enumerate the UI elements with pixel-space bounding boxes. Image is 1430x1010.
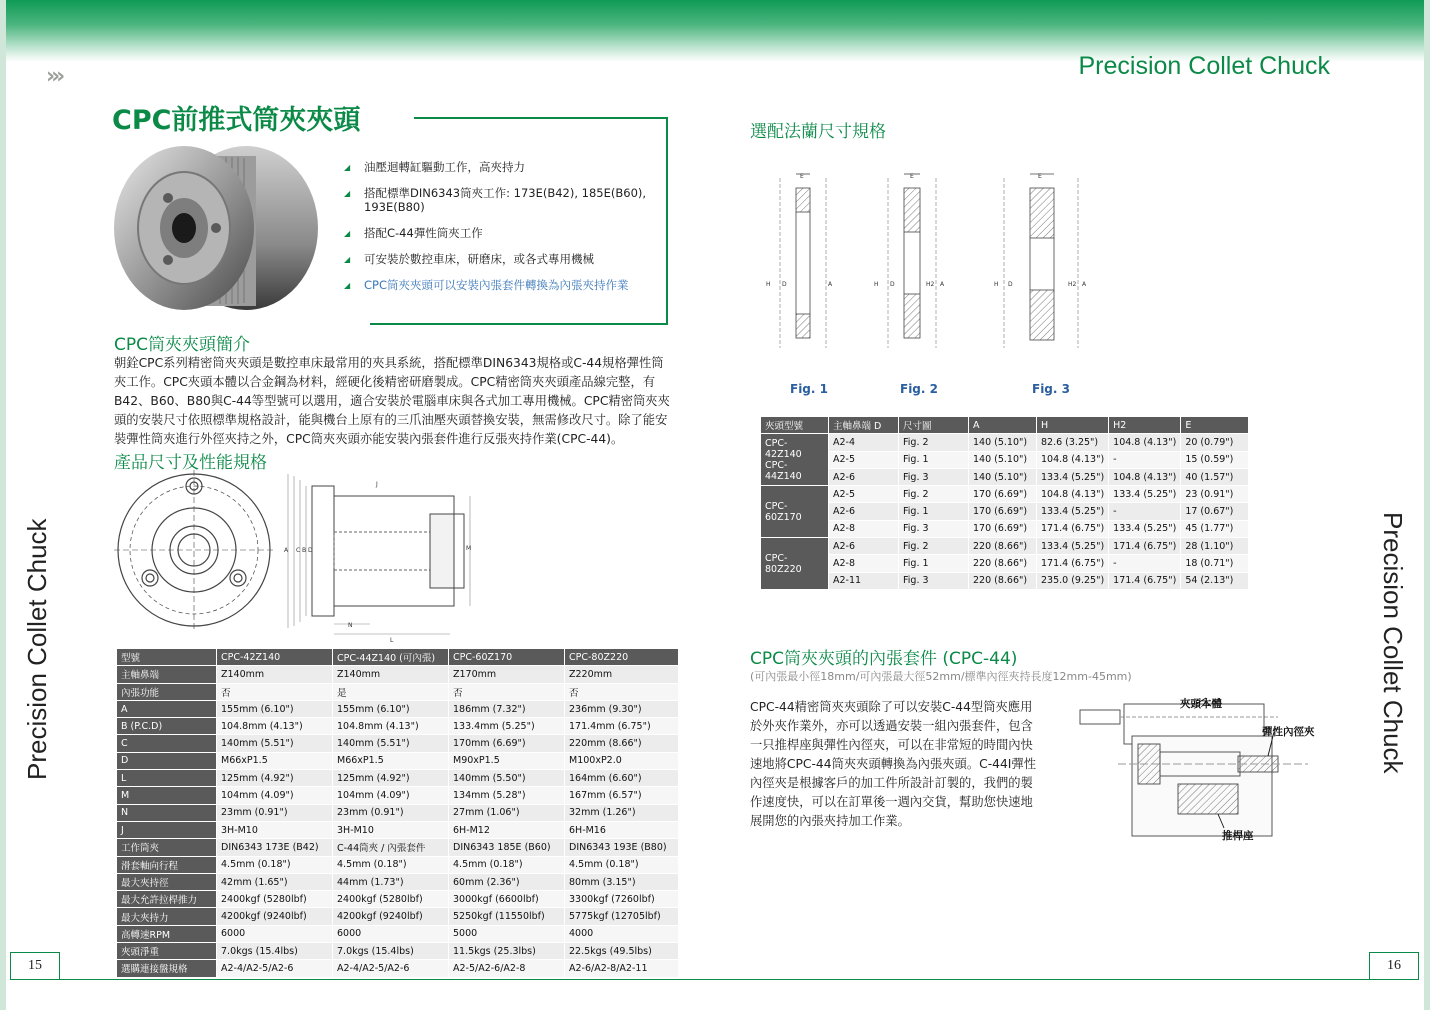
table-cell: 18 (0.71") [1181, 555, 1249, 572]
fig2-label-h2: H2 [926, 281, 935, 288]
table-cell: 140mm (5.51") [333, 735, 449, 752]
title-rule [414, 117, 668, 119]
table-cell: - [1109, 503, 1181, 520]
fig1-label-a: A [828, 281, 833, 288]
table-cell: 40 (1.57") [1181, 468, 1249, 485]
table-cell: 高轉速RPM [117, 925, 217, 942]
flange-table [760, 416, 1249, 590]
table-cell: Z140mm [333, 666, 449, 683]
title-rule-bottom [370, 323, 668, 325]
table-row [117, 925, 679, 942]
flange-figures [752, 168, 1102, 378]
table-cell: - [1109, 555, 1181, 572]
table-row [117, 787, 679, 804]
table-cell: 28 (1.10") [1181, 538, 1249, 555]
table-cell: 133.4 (5.25") [1109, 486, 1181, 503]
model-cell: CPC-42Z140 CPC-44Z140 [761, 434, 829, 486]
table-cell: 15 (0.59") [1181, 451, 1249, 468]
table-cell: N [117, 804, 217, 821]
table-row [761, 451, 1249, 468]
table-row [117, 683, 679, 700]
table-cell: J [117, 821, 217, 838]
table-cell: 134mm (5.28") [449, 787, 565, 804]
table-cell: A2-4/A2-5/A2-6 [217, 960, 333, 977]
table-cell: 4200kgf (9240lbf) [217, 908, 333, 925]
table-cell: 133.4 (5.25") [1037, 503, 1109, 520]
table-cell: 否 [565, 683, 679, 700]
table-cell: 23mm (0.91") [217, 804, 333, 821]
table-cell: 220 (8.66") [969, 572, 1037, 589]
table-cell: 140mm (5.50") [449, 770, 565, 787]
dim-label-m: M [466, 545, 472, 552]
table-cell: 155mm (6.10") [333, 700, 449, 717]
table-cell: L [117, 770, 217, 787]
side-title-right: Precision Collet Chuck [1378, 512, 1408, 774]
table-cell: 60mm (2.36") [449, 873, 565, 890]
table-cell: 44mm (1.73") [333, 873, 449, 890]
table-row [761, 434, 1249, 451]
table-cell: 140 (5.10") [969, 434, 1037, 451]
table-header-cell: 夾頭型號 [761, 417, 829, 434]
side-title-left: Precision Collet Chuck [22, 518, 52, 780]
table-row [761, 503, 1249, 520]
table-cell: 235.0 (9.25") [1037, 572, 1109, 589]
table-header-cell: CPC-42Z140 [217, 649, 333, 666]
table-cell: A2-8 [829, 520, 899, 537]
fig-3-label: Fig. 3 [1032, 382, 1070, 396]
table-cell: 否 [449, 683, 565, 700]
fig1-label-d: D [782, 281, 787, 288]
table-cell: 23mm (0.91") [333, 804, 449, 821]
dim-label-n: N [348, 622, 353, 629]
fig1-label-e: E [800, 173, 804, 180]
table-cell: 170 (6.69") [969, 486, 1037, 503]
table-cell: Fig. 2 [899, 434, 969, 451]
fig3-label-d: D [1008, 281, 1013, 288]
table-row [117, 735, 679, 752]
table-cell: 6000 [217, 925, 333, 942]
table-header-cell: 型號 [117, 649, 217, 666]
table-cell: 133.4 (5.25") [1037, 538, 1109, 555]
table-cell: 220mm (8.66") [565, 735, 679, 752]
table-cell: 20 (0.79") [1181, 434, 1249, 451]
callout-inner-collet: 彈性內徑夾 [1262, 726, 1315, 738]
table-cell: 27mm (1.06") [449, 804, 565, 821]
table-row [117, 752, 679, 769]
table-cell: 內張功能 [117, 683, 217, 700]
table-cell: 104mm (4.09") [217, 787, 333, 804]
table-cell: 3H-M10 [333, 821, 449, 838]
fig3-label-e: E [1038, 173, 1042, 180]
table-cell: 7.0kgs (15.4lbs) [333, 943, 449, 960]
table-row [117, 908, 679, 925]
table-cell: 140 (5.10") [969, 451, 1037, 468]
table-cell: 155mm (6.10") [217, 700, 333, 717]
fig-2-label: Fig. 2 [900, 382, 938, 396]
table-cell: Fig. 3 [899, 520, 969, 537]
table-cell: D [117, 752, 217, 769]
table-cell: 是 [333, 683, 449, 700]
table-cell: 選購連接盤規格 [117, 960, 217, 977]
spec-table [116, 648, 679, 978]
table-header-cell: H [1037, 417, 1109, 434]
callout-pusher-seat: 推桿座 [1222, 830, 1254, 842]
table-header-cell: 尺寸圖 [899, 417, 969, 434]
table-row [117, 718, 679, 735]
table-cell: A2-5 [829, 486, 899, 503]
table-cell: 171.4 (6.75") [1037, 520, 1109, 537]
table-row [761, 555, 1249, 572]
feature-item: ◢ 搭配C-44彈性筒夾工作 [344, 226, 654, 240]
table-cell: 4.5mm (0.18") [565, 856, 679, 873]
table-cell: C [117, 735, 217, 752]
table-cell: 167mm (6.57") [565, 787, 679, 804]
table-row [761, 520, 1249, 537]
table-header-row [117, 649, 679, 666]
table-cell: 4.5mm (0.18") [449, 856, 565, 873]
table-cell: 54 (2.13") [1181, 572, 1249, 589]
table-cell: Fig. 3 [899, 468, 969, 485]
table-cell: Fig. 1 [899, 451, 969, 468]
table-row [117, 960, 679, 977]
table-cell: C-44筒夾 / 內張套件 [333, 839, 449, 856]
flange-title: 選配法蘭尺寸規格 [750, 122, 886, 142]
table-header-cell: 主軸鼻端 D [829, 417, 899, 434]
fig2-label-d: D [890, 281, 895, 288]
table-cell: 133.4mm (5.25") [449, 718, 565, 735]
table-row [117, 666, 679, 683]
table-cell: 164mm (6.60") [565, 770, 679, 787]
table-cell: A2-6 [829, 503, 899, 520]
table-cell: 171.4 (6.75") [1109, 572, 1181, 589]
table-cell: 主軸鼻端 [117, 666, 217, 683]
table-cell: DIN6343 185E (B60) [449, 839, 565, 856]
table-cell: 22.5kgs (49.5lbs) [565, 943, 679, 960]
table-cell: M90xP1.5 [449, 752, 565, 769]
table-row [117, 770, 679, 787]
table-row [117, 943, 679, 960]
bottom-rule [60, 979, 1370, 980]
table-cell: 82.6 (3.25") [1037, 434, 1109, 451]
table-cell: 5000 [449, 925, 565, 942]
table-cell: - [1109, 451, 1181, 468]
feature-item: ◢ 可安裝於數控車床，研磨床，或各式專用機械 [344, 252, 654, 266]
table-cell: A2-5 [829, 451, 899, 468]
fig2-label-h: H [874, 281, 879, 288]
model-cell: CPC-80Z220 [761, 538, 829, 590]
callout-body: 夾頭本體 [1180, 698, 1222, 710]
table-row [761, 468, 1249, 485]
table-cell: 171.4 (6.75") [1037, 555, 1109, 572]
table-cell: 32mm (1.26") [565, 804, 679, 821]
feature-item: ◢ 油壓迴轉缸驅動工作，高夾持力 [344, 160, 654, 174]
fig3-label-a: A [1082, 281, 1087, 288]
table-cell: B (P.C.D) [117, 718, 217, 735]
intro-title: CPC筒夾夾頭簡介 [114, 335, 250, 355]
table-cell: 42mm (1.65") [217, 873, 333, 890]
table-cell: A2-5/A2-6/A2-8 [449, 960, 565, 977]
table-row [117, 873, 679, 890]
table-cell: 4.5mm (0.18") [217, 856, 333, 873]
table-header-row [761, 417, 1249, 434]
table-header-cell: E [1181, 417, 1249, 434]
table-cell: 125mm (4.92") [217, 770, 333, 787]
table-cell: 236mm (9.30") [565, 700, 679, 717]
table-cell: 3H-M10 [217, 821, 333, 838]
table-cell: Fig. 2 [899, 538, 969, 555]
table-cell: M66xP1.5 [333, 752, 449, 769]
table-cell: M [117, 787, 217, 804]
table-cell: Fig. 2 [899, 486, 969, 503]
table-row [117, 804, 679, 821]
title-rule-vertical [666, 117, 668, 325]
dim-label-b: B [302, 547, 307, 554]
table-cell: 104.8mm (4.13") [333, 718, 449, 735]
table-cell: 104.8 (4.13") [1109, 434, 1181, 451]
table-cell: 滑套軸向行程 [117, 856, 217, 873]
cpc44-title: CPC筒夾夾頭的內張套件 (CPC-44) [750, 649, 1018, 669]
table-cell: M100xP2.0 [565, 752, 679, 769]
table-cell: 最大夾持徑 [117, 873, 217, 890]
table-cell: 6H-M16 [565, 821, 679, 838]
table-cell: A2-8 [829, 555, 899, 572]
intro-text: 朝銓CPC系列精密筒夾夾頭是數控車床最常用的夾具系統，搭配標準DIN6343規格或C-44規格彈性筒夾工作。CPC夾頭本體以合金鋼為材料，經硬化後精密研磨製成。CPC精密筒夾夾頭產品線完整，有B42、B60、B80與C-44等型號可以選用，適合安裝於電腦車床與各式加工專用機械。CPC精密筒夾夾頭的安裝尺寸依照標準規格設計，能與機台上原有的三爪油壓夾頭替換安裝，無需修改尺寸。除了能安裝彈性筒夾進行外徑夾持之外，CPC筒夾夾頭亦能安裝內張套件進行反張夾持作業(CPC-44)。 [114, 356, 670, 446]
table-cell: 104.8 (4.13") [1037, 451, 1109, 468]
table-cell: 80mm (3.15") [565, 873, 679, 890]
table-cell: 171.4 (6.75") [1109, 538, 1181, 555]
table-cell: 104.8mm (4.13") [217, 718, 333, 735]
table-header-cell: A [969, 417, 1037, 434]
fig3-label-h: H [994, 281, 999, 288]
table-cell: 140mm (5.51") [217, 735, 333, 752]
feature-list [344, 160, 654, 304]
table-header-cell: H2 [1109, 417, 1181, 434]
table-header-cell: CPC-44Z140 (可內張) [333, 649, 449, 666]
feature-item: ◢ 搭配標準DIN6343筒夾工作: 173E(B42), 185E(B60), 193E(B80) [344, 186, 654, 214]
table-cell: 23 (0.91") [1181, 486, 1249, 503]
table-cell: 170 (6.69") [969, 520, 1037, 537]
table-row [117, 891, 679, 908]
table-cell: Z220mm [565, 666, 679, 683]
cpc44-subtitle: (可內張最小徑18mm/可內張最大徑52mm/標準內徑夾持長度12mm-45mm) [750, 670, 1132, 683]
table-cell: 4000 [565, 925, 679, 942]
table-cell: 4.5mm (0.18") [333, 856, 449, 873]
header-title: Precision Collet Chuck [1078, 52, 1330, 80]
table-row [117, 856, 679, 873]
front-view-drawing [114, 470, 274, 630]
page-number-right: 16 [1369, 952, 1419, 980]
table-cell: 3000kgf (6600lbf) [449, 891, 565, 908]
table-cell: A2-6/A2-8/A2-11 [565, 960, 679, 977]
table-cell: DIN6343 193E (B80) [565, 839, 679, 856]
spec-title: 產品尺寸及性能規格 [114, 453, 267, 473]
dim-label-c: C [296, 547, 301, 554]
table-cell: 104.8 (4.13") [1109, 468, 1181, 485]
table-row [117, 821, 679, 838]
table-cell: 5775kgf (12705lbf) [565, 908, 679, 925]
table-cell: 220 (8.66") [969, 555, 1037, 572]
fig3-label-h2: H2 [1068, 281, 1077, 288]
table-cell: A2-4/A2-5/A2-6 [333, 960, 449, 977]
table-cell: 最大夾持力 [117, 908, 217, 925]
feature-item-highlight: ◢ CPC筒夾夾頭可以安裝內張套件轉換為內張夾持作業 [344, 278, 654, 292]
fig2-label-e: E [910, 173, 914, 180]
table-cell: 11.5kgs (25.3lbs) [449, 943, 565, 960]
table-cell: Fig. 1 [899, 503, 969, 520]
table-cell: 104.8 (4.13") [1037, 486, 1109, 503]
table-header-cell: CPC-60Z170 [449, 649, 565, 666]
cpc44-drawing [1078, 696, 1318, 846]
table-cell: 7.0kgs (15.4lbs) [217, 943, 333, 960]
table-cell: 17 (0.67") [1181, 503, 1249, 520]
table-cell: M66xP1.5 [217, 752, 333, 769]
table-header-cell: CPC-80Z220 [565, 649, 679, 666]
table-cell: 3300kgf (7260lbf) [565, 891, 679, 908]
dim-label-d: D [308, 547, 313, 554]
dim-label-l: L [390, 637, 394, 644]
chevron-icon: ››› [46, 64, 62, 89]
table-cell: 125mm (4.92") [333, 770, 449, 787]
table-cell: 45 (1.77") [1181, 520, 1249, 537]
table-cell: 171.4mm (6.75") [565, 718, 679, 735]
fig-1-label: Fig. 1 [790, 382, 828, 396]
table-cell: 工作筒夾 [117, 839, 217, 856]
table-cell: DIN6343 173E (B42) [217, 839, 333, 856]
table-cell: 2400kgf (5280lbf) [217, 891, 333, 908]
table-cell: Z140mm [217, 666, 333, 683]
table-cell: Fig. 1 [899, 555, 969, 572]
table-cell: A2-4 [829, 434, 899, 451]
table-cell: A2-6 [829, 538, 899, 555]
table-cell: 186mm (7.32") [449, 700, 565, 717]
table-cell: 4200kgf (9240lbf) [333, 908, 449, 925]
fig2-label-a: A [940, 281, 945, 288]
table-cell: 6000 [333, 925, 449, 942]
dim-label-a: A [284, 547, 289, 554]
table-cell: A2-6 [829, 468, 899, 485]
table-cell: 220 (8.66") [969, 538, 1037, 555]
table-row [761, 572, 1249, 589]
table-cell: 133.4 (5.25") [1037, 468, 1109, 485]
table-row [761, 486, 1249, 503]
table-cell: 5250kgf (11550lbf) [449, 908, 565, 925]
product-photo [96, 136, 328, 318]
table-cell: 170mm (6.69") [449, 735, 565, 752]
table-cell: 104mm (4.09") [333, 787, 449, 804]
table-cell: A2-11 [829, 572, 899, 589]
table-cell: 133.4 (5.25") [1109, 520, 1181, 537]
table-cell: 夾頭淨重 [117, 943, 217, 960]
side-view-drawing [280, 474, 480, 644]
table-cell: 否 [217, 683, 333, 700]
table-cell: 2400kgf (5280lbf) [333, 891, 449, 908]
cpc44-text: CPC-44精密筒夾夾頭除了可以安裝C-44型筒夾應用於外夾作業外，亦可以透過安裝一組內張套件，包含一只推桿座與彈性內徑夾，可以在非常短的時間內快速地將CPC-44筒夾夾頭轉換為內張夾頭。C-44I彈性內徑夾是根據客戶的加工件所設計訂製的，我們的製作速度快，可以在訂單後一週內交貨，幫助您快速地展開您的內張夾持加工作業。 [750, 700, 1037, 828]
table-cell: A [117, 700, 217, 717]
table-cell: 最大允許拉桿推力 [117, 891, 217, 908]
left-edge [0, 0, 6, 1010]
table-cell: 140 (5.10") [969, 468, 1037, 485]
table-cell: Fig. 3 [899, 572, 969, 589]
table-cell: 170 (6.69") [969, 503, 1037, 520]
table-cell: 6H-M12 [449, 821, 565, 838]
table-cell: Z170mm [449, 666, 565, 683]
dim-label-j: J [376, 481, 378, 488]
table-row [117, 839, 679, 856]
table-row [117, 700, 679, 717]
page-number-left: 15 [10, 952, 60, 980]
fig1-label-h: H [766, 281, 771, 288]
right-edge [1424, 0, 1430, 1010]
main-title: CPC前推式筒夾夾頭 [112, 105, 361, 136]
table-row [761, 538, 1249, 555]
model-cell: CPC-60Z170 [761, 486, 829, 538]
